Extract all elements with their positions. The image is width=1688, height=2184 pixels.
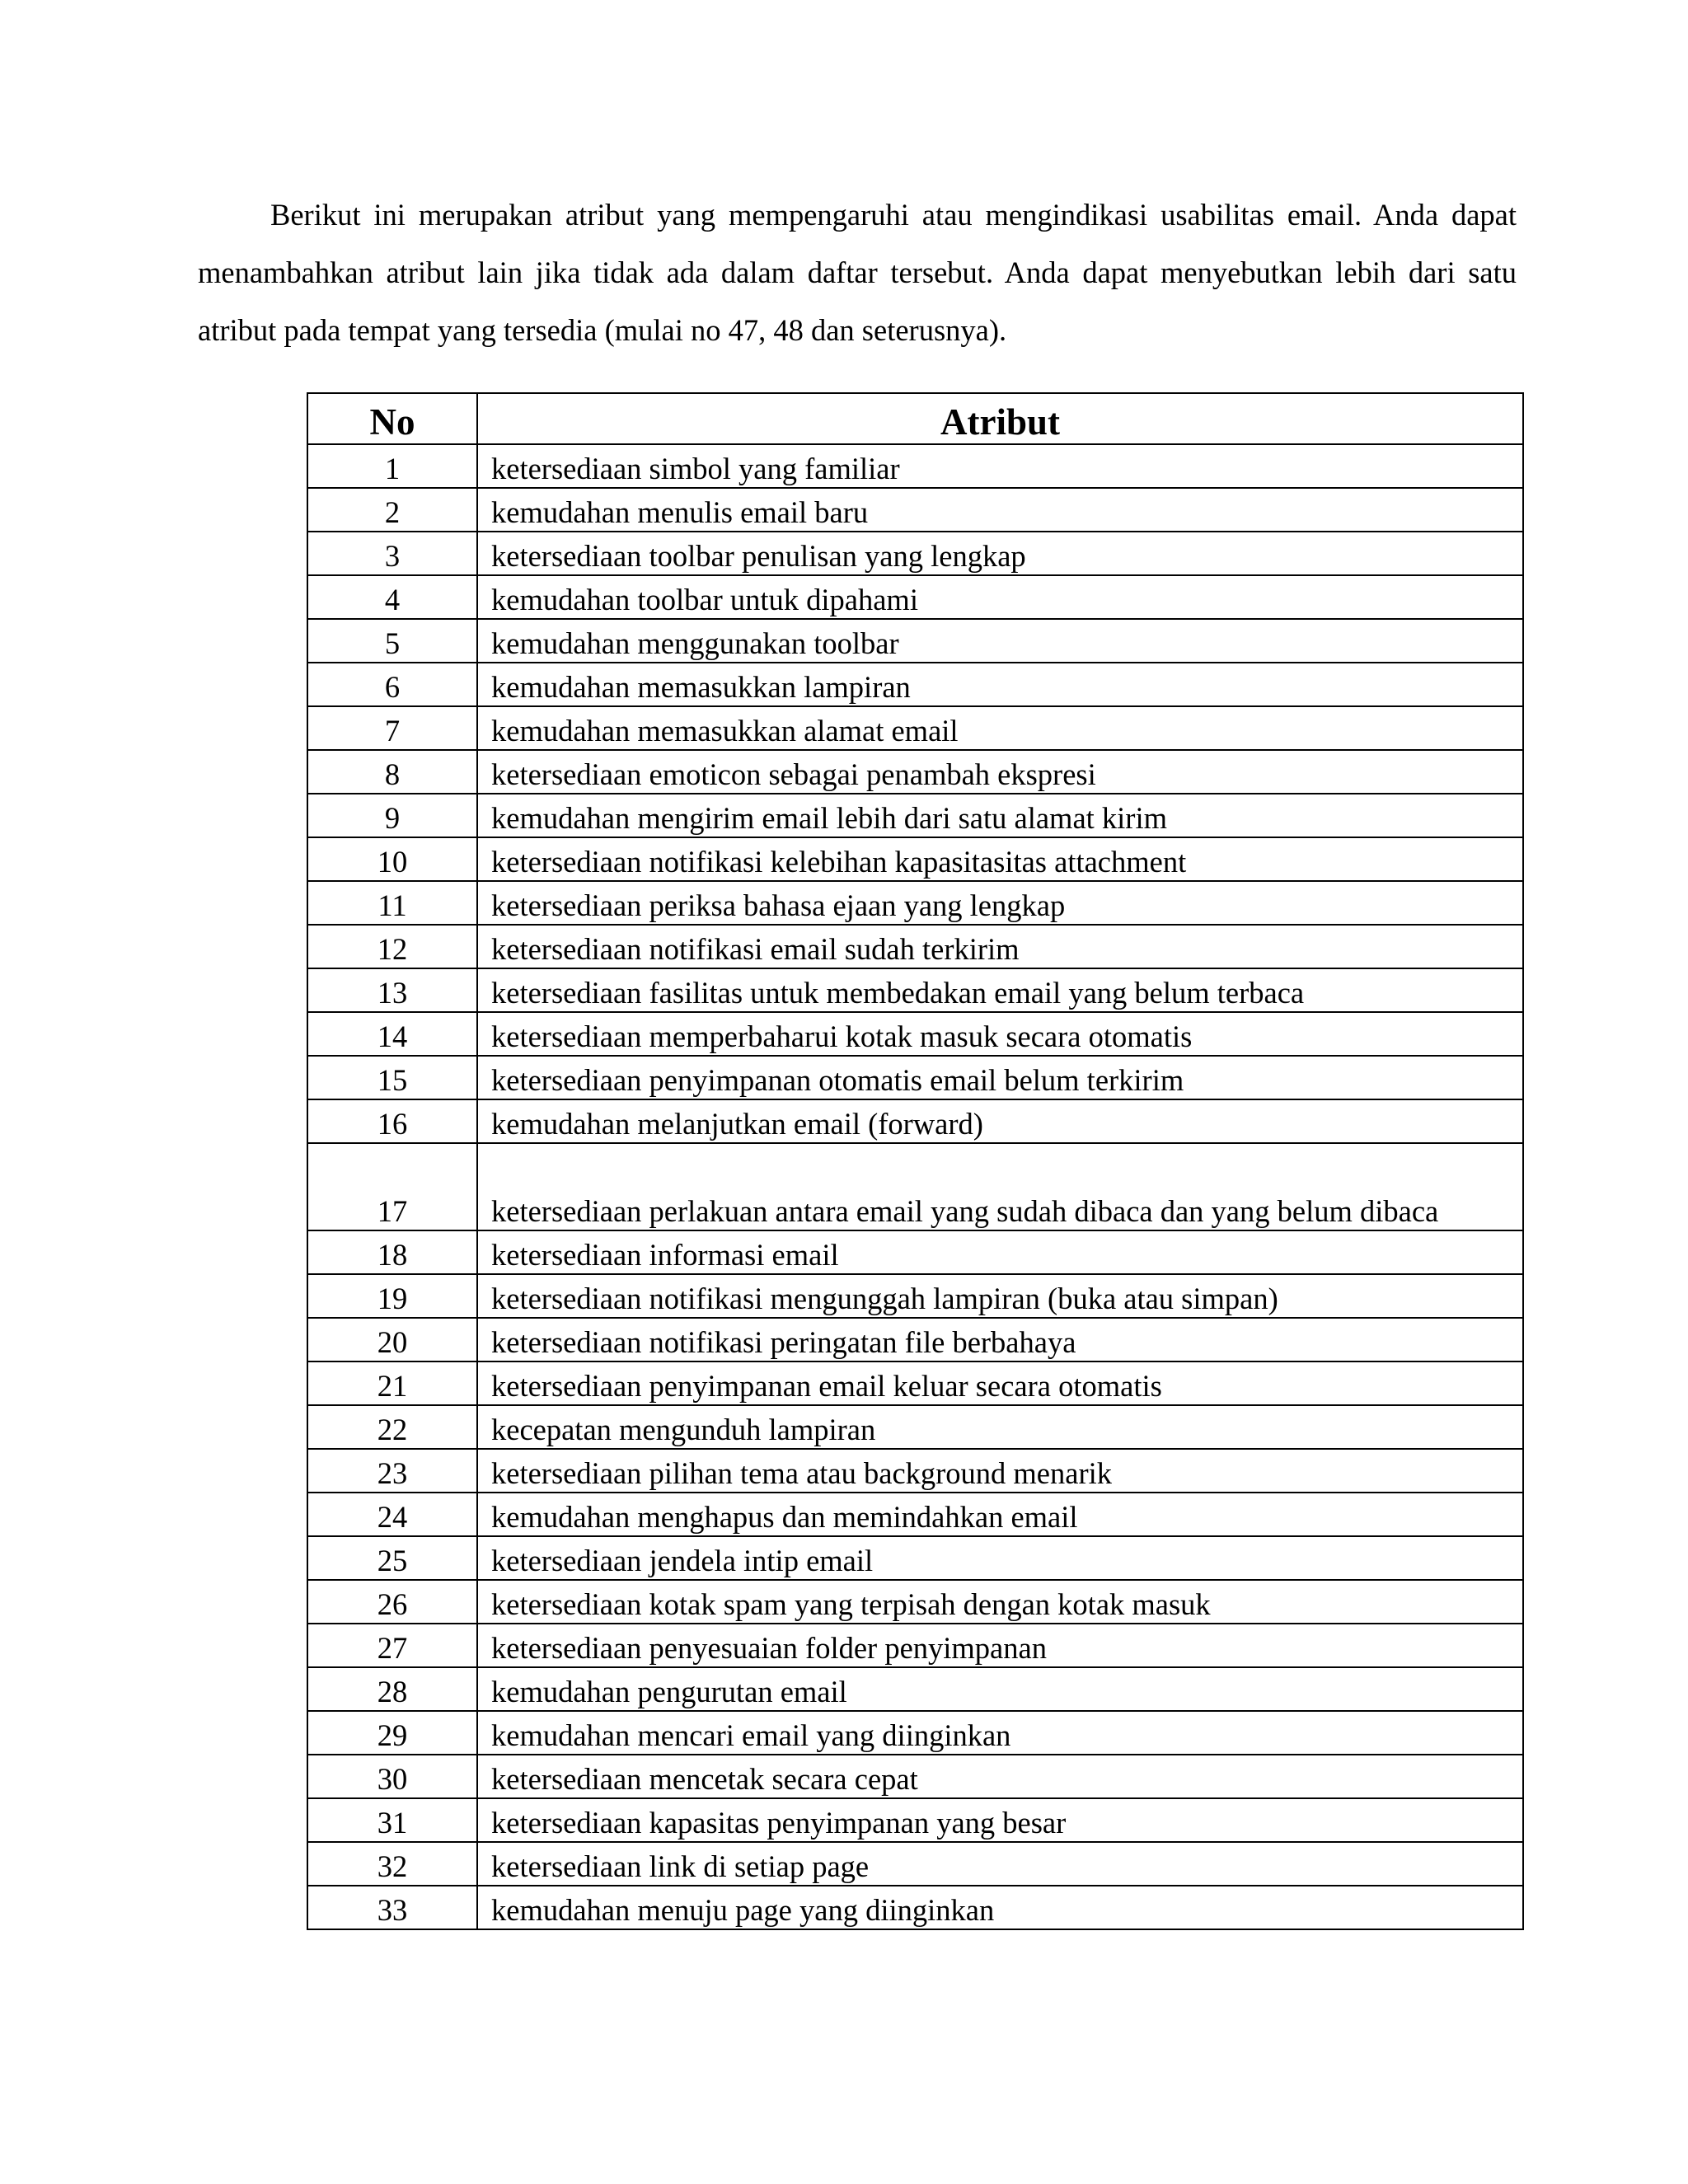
table-row: [307, 1056, 1523, 1099]
row-attribute: kemudahan memasukkan lampiran: [477, 663, 1523, 706]
table-row: [307, 1798, 1523, 1842]
row-number: 11: [307, 881, 477, 925]
table-header-row: [307, 393, 1523, 444]
table-row: [307, 532, 1523, 575]
row-attribute: kemudahan menghapus dan memindahkan email: [477, 1493, 1523, 1536]
row-number: 19: [307, 1274, 477, 1318]
table-row: [307, 444, 1523, 488]
row-attribute: ketersediaan jendela intip email: [477, 1536, 1523, 1580]
row-number: 22: [307, 1405, 477, 1449]
table-row: [307, 1405, 1523, 1449]
row-attribute: ketersediaan penyimpanan otomatis email belum terkirim: [477, 1056, 1523, 1099]
row-attribute: ketersediaan notifikasi peringatan file berbahaya: [477, 1318, 1523, 1361]
row-number: 7: [307, 706, 477, 750]
row-attribute: ketersediaan memperbaharui kotak masuk secara otomatis: [477, 1012, 1523, 1056]
table-row: [307, 488, 1523, 532]
row-attribute: kemudahan toolbar untuk dipahami: [477, 575, 1523, 619]
row-number: 16: [307, 1099, 477, 1143]
table-row: [307, 1842, 1523, 1886]
row-number: 29: [307, 1711, 477, 1755]
row-number: 9: [307, 794, 477, 837]
row-number: 30: [307, 1755, 477, 1798]
table-row: [307, 663, 1523, 706]
table-row: [307, 1012, 1523, 1056]
table-row: [307, 1099, 1523, 1143]
row-number: 3: [307, 532, 477, 575]
row-number: 28: [307, 1667, 477, 1711]
attribute-table: [307, 392, 1524, 1930]
table-row: [307, 1755, 1523, 1798]
table-row: [307, 1886, 1523, 1929]
row-attribute: ketersediaan periksa bahasa ejaan yang lengkap: [477, 881, 1523, 925]
header-no: No: [307, 393, 477, 444]
table-row: [307, 1318, 1523, 1361]
row-number: 31: [307, 1798, 477, 1842]
row-attribute: kemudahan melanjutkan email (forward): [477, 1099, 1523, 1143]
row-number: 1: [307, 444, 477, 488]
table-row: [307, 619, 1523, 663]
row-number: 13: [307, 968, 477, 1012]
table-row: [307, 1536, 1523, 1580]
row-attribute: ketersediaan notifikasi email sudah terkirim: [477, 925, 1523, 968]
row-number: 26: [307, 1580, 477, 1624]
table-row: [307, 1580, 1523, 1624]
table-row: [307, 794, 1523, 837]
row-attribute: ketersediaan fasilitas untuk membedakan email yang belum terbaca: [477, 968, 1523, 1012]
row-number: 12: [307, 925, 477, 968]
row-attribute: ketersediaan kotak spam yang terpisah dengan kotak masuk: [477, 1580, 1523, 1624]
row-attribute: kemudahan pengurutan email: [477, 1667, 1523, 1711]
row-number: 6: [307, 663, 477, 706]
row-attribute: kecepatan mengunduh lampiran: [477, 1405, 1523, 1449]
row-number: 5: [307, 619, 477, 663]
table-row: [307, 881, 1523, 925]
row-number: 15: [307, 1056, 477, 1099]
table-row: [307, 1711, 1523, 1755]
table-row: [307, 1624, 1523, 1667]
row-attribute: ketersediaan pilihan tema atau background menarik: [477, 1449, 1523, 1493]
table-row: [307, 1361, 1523, 1405]
row-attribute: kemudahan menulis email baru: [477, 488, 1523, 532]
table-row: [307, 925, 1523, 968]
table-row: [307, 1230, 1523, 1274]
table-row: [307, 1143, 1523, 1230]
row-attribute: ketersediaan penyesuaian folder penyimpanan: [477, 1624, 1523, 1667]
row-number: 2: [307, 488, 477, 532]
table-row: [307, 750, 1523, 794]
row-number: 14: [307, 1012, 477, 1056]
row-attribute: ketersediaan emoticon sebagai penambah ekspresi: [477, 750, 1523, 794]
row-attribute: ketersediaan mencetak secara cepat: [477, 1755, 1523, 1798]
row-number: 32: [307, 1842, 477, 1886]
header-attribute: Atribut: [477, 393, 1523, 444]
row-attribute: kemudahan memasukkan alamat email: [477, 706, 1523, 750]
table-row: [307, 1449, 1523, 1493]
table-row: [307, 1493, 1523, 1536]
row-number: 25: [307, 1536, 477, 1580]
table-row: [307, 706, 1523, 750]
table-row: [307, 1667, 1523, 1711]
row-attribute: ketersediaan simbol yang familiar: [477, 444, 1523, 488]
row-number: 4: [307, 575, 477, 619]
intro-paragraph: Berikut ini merupakan atribut yang mempengaruhi atau mengindikasi usabilitas email. Anda dapat menambahkan atribut lain jika tidak ada dalam daftar tersebut. Anda dapat menyebutkan lebih dari satu atribut pada tempat yang tersedia (mulai no 47, 48 dan seterusnya).: [198, 198, 1517, 347]
row-number: 23: [307, 1449, 477, 1493]
row-number: 17: [307, 1143, 477, 1230]
row-number: 27: [307, 1624, 477, 1667]
row-number: 20: [307, 1318, 477, 1361]
table-row: [307, 837, 1523, 881]
row-attribute: ketersediaan notifikasi mengunggah lampiran (buka atau simpan): [477, 1274, 1523, 1318]
table-row: [307, 1274, 1523, 1318]
row-attribute: ketersediaan notifikasi kelebihan kapasitasitas attachment: [477, 837, 1523, 881]
row-attribute: kemudahan mengirim email lebih dari satu alamat kirim: [477, 794, 1523, 837]
row-number: 8: [307, 750, 477, 794]
row-number: 33: [307, 1886, 477, 1929]
row-attribute: kemudahan mencari email yang diinginkan: [477, 1711, 1523, 1755]
table-body: [307, 444, 1523, 1929]
table-row: [307, 575, 1523, 619]
row-attribute: kemudahan menuju page yang diinginkan: [477, 1886, 1523, 1929]
row-number: 24: [307, 1493, 477, 1536]
row-attribute: ketersediaan link di setiap page: [477, 1842, 1523, 1886]
row-number: 10: [307, 837, 477, 881]
row-attribute: kemudahan menggunakan toolbar: [477, 619, 1523, 663]
row-attribute: ketersediaan perlakuan antara email yang sudah dibaca dan yang belum dibaca: [477, 1143, 1523, 1230]
row-attribute: ketersediaan informasi email: [477, 1230, 1523, 1274]
row-attribute: ketersediaan toolbar penulisan yang lengkap: [477, 532, 1523, 575]
row-attribute: ketersediaan penyimpanan email keluar secara otomatis: [477, 1361, 1523, 1405]
row-attribute: ketersediaan kapasitas penyimpanan yang besar: [477, 1798, 1523, 1842]
row-number: 21: [307, 1361, 477, 1405]
table-row: [307, 968, 1523, 1012]
row-number: 18: [307, 1230, 477, 1274]
